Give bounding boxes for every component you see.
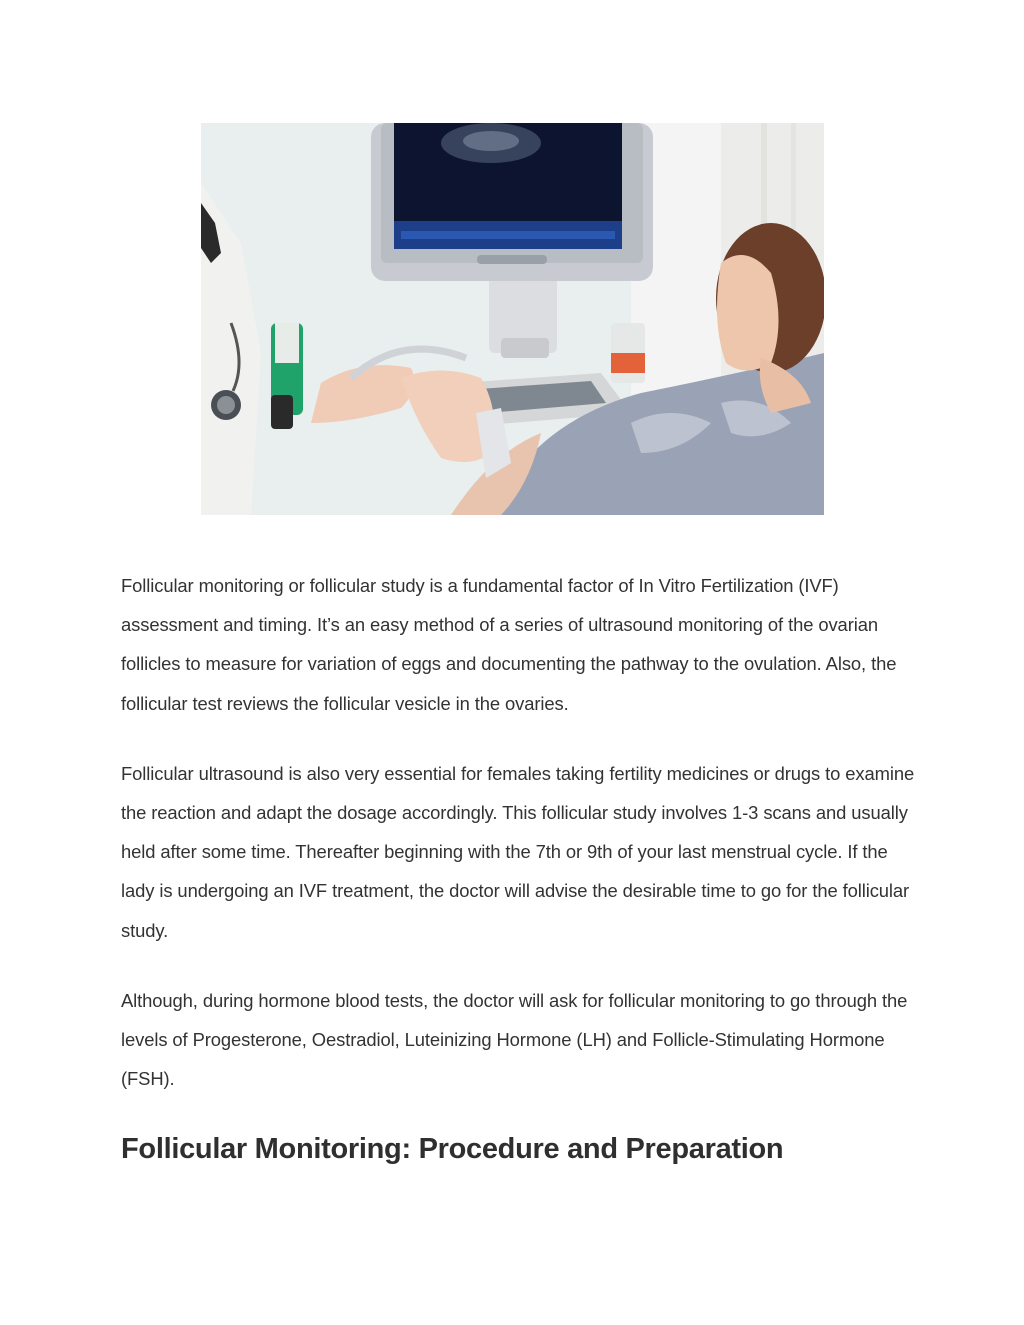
section-heading: Follicular Monitoring: Procedure and Preparation (121, 1133, 784, 1166)
ultrasound-photo (201, 123, 824, 515)
article-body (121, 566, 921, 1169)
paragraph-1: Follicular monitoring or follicular study is a fundamental factor of In Vitro Fertilization (IVF) assessment and timing. It’s an easy method of a series of ultrasound monitoring of the ovarian follicles to measure for variation of eggs and documenting the pathway to the ovulation. Also, the follicular test reviews the follicular vesicle in the ovaries. (121, 575, 897, 714)
paragraph-3: Although, during hormone blood tests, the doctor will ask for follicular monitoring to go through the levels of Progesterone, Oestradiol, Luteinizing Hormone (LH) and Follicle-Stimulating Hormone (FSH). (121, 989, 908, 1090)
paragraph-2: Follicular ultrasound is also very essential for females taking fertility medicines or drugs to examine the reaction and adapt the dosage accordingly. This follicular study involves 1-3 scans and usually held after some time. Thereafter beginning with the 7th or 9th of your last menstrual cycle. If the lady is undergoing an IVF treatment, the doctor will advise the desirable time to go for the follicular study. (121, 762, 915, 941)
